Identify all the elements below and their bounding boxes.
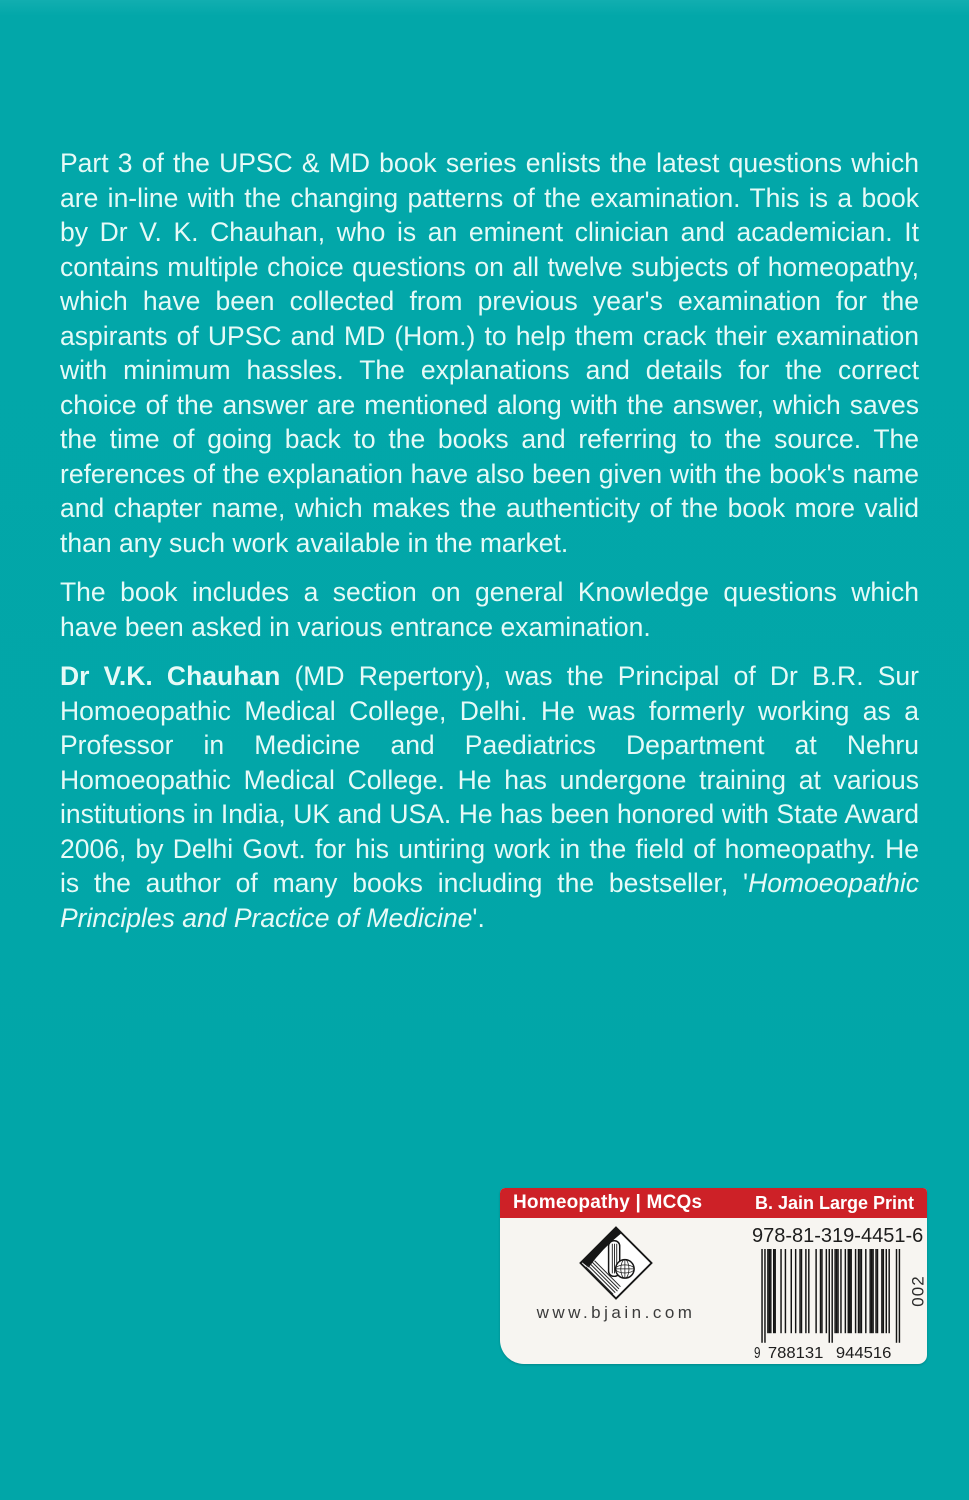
barcode-bars-group xyxy=(761,1249,900,1343)
isbn-sticker xyxy=(500,1188,927,1364)
category-label: Homeopathy | MCQs xyxy=(513,1192,703,1213)
bjain-publisher-logo-icon xyxy=(579,1226,653,1300)
publisher-block xyxy=(500,1222,732,1364)
barcode-left-digits: 788131 xyxy=(767,1344,824,1360)
isbn-number: 978-81-319-4451-6 xyxy=(752,1225,924,1247)
barcode-first-digit: 9 xyxy=(754,1344,761,1360)
blurb-paragraph-2: The book includes a section on general Knowledge questions which have been asked in various entrance examination. xyxy=(60,577,919,642)
author-bio-closing: '. xyxy=(472,902,485,933)
author-name: Dr V.K. Chauhan xyxy=(60,661,281,691)
ean13-barcode xyxy=(754,1249,906,1360)
sticker-body xyxy=(500,1218,927,1364)
sticker-red-band xyxy=(500,1188,927,1218)
publisher-website: www.bjain.com xyxy=(536,1303,696,1322)
author-bio-paragraph xyxy=(60,659,919,935)
edition-label: B. Jain Large Print xyxy=(754,1192,914,1213)
author-bio-text: (MD Repertory), was the Principal of Dr B.R. Sur Homoeopathic Medical College, Delhi. He was formerly working as a Professor in Medicine and Paediatrics Department at Nehru Homoeopathic Medical College. He has undergone training at various institutions in India, UK and USA. He has been honored with State Award 2006, by Delhi Govt. for his untiring work in the field of homeopathy. He is the author of many books including the bestseller, ' xyxy=(60,661,919,898)
barcode-right-digits: 944516 xyxy=(835,1344,892,1360)
print-run-number: 002 xyxy=(908,1275,927,1307)
back-cover-text-block xyxy=(60,146,919,935)
book-title-italic: Homoeopathic Principles and Practice of Medicine xyxy=(60,868,919,933)
blurb-paragraph-1: Part 3 of the UPSC & MD book series enlists the latest questions which are in-line with the changing patterns of the examination. This is a book by Dr V. K. Chauhan, who is an eminent clinician and academician. It contains multiple choice questions on all twelve subjects of homeopathy, which have been collected from previous year's examination for the aspirants of UPSC and MD (Hom.) to help them crack their examination with minimum hassles. The explanations and details for the correct choice of the answer are mentioned along with the answer, which saves the time of going back to the books and referring to the source. The references of the explanation have also been given with the book's name and chapter name, which makes the authenticity of the book more valid than any such work available in the market. xyxy=(60,148,919,558)
